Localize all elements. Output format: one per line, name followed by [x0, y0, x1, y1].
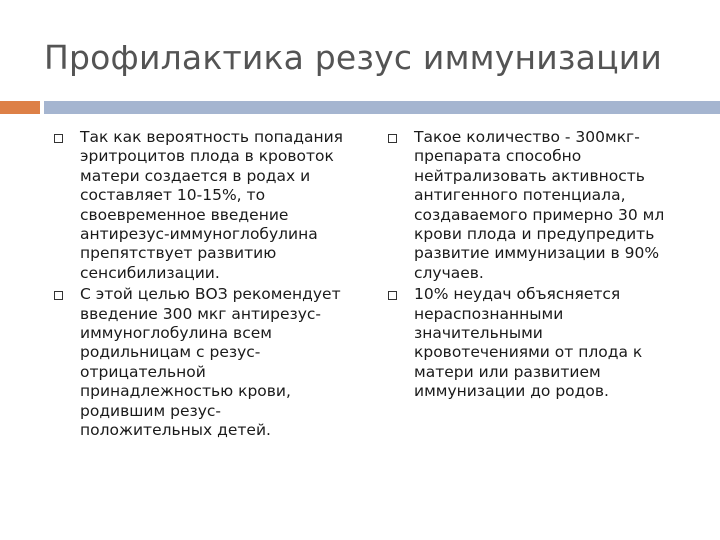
text-line: нераспознанными: [414, 304, 564, 323]
left-column: [54, 128, 364, 443]
square-bullet-icon: [388, 291, 397, 300]
text-line: иммунизации до родов.: [414, 382, 609, 401]
text-line: родильницам с резус-: [80, 343, 261, 362]
text-line: введение 300 мкг антирезус-: [80, 304, 322, 323]
text-line: отрицательной: [80, 362, 206, 381]
text-line: составляет 10-15%, то: [80, 186, 266, 205]
text-line: матери или развитием: [414, 362, 601, 381]
text-line: кровотечениями от плода к: [414, 343, 643, 362]
text-line: антирезус-иммуноглобулина: [80, 225, 318, 244]
text-line: родившим резус-: [80, 401, 222, 420]
square-bullet-icon: [388, 134, 397, 143]
text-line: принадлежностью крови,: [80, 382, 291, 401]
text-line: С этой целью ВОЗ рекомендует: [80, 285, 341, 304]
text-line: развитие иммунизации в 90%: [414, 244, 660, 263]
bullet-item: [54, 285, 364, 440]
square-bullet-icon: [54, 291, 63, 300]
text-line: положительных детей.: [80, 421, 271, 440]
accent-bar: [0, 101, 40, 114]
text-line: антигенного потенциала,: [414, 186, 626, 205]
text-line: Такое количество - 300мкг-: [414, 128, 640, 146]
text-line: иммуноглобулина всем: [80, 324, 272, 343]
slide-title: Профилактика резус иммунизации: [44, 38, 663, 77]
text-line: нейтрализовать активность: [414, 166, 645, 185]
square-bullet-icon: [54, 134, 63, 143]
bullet-item: [54, 128, 364, 283]
bullet-text: [414, 128, 688, 283]
text-line: препарата способно: [414, 147, 582, 166]
text-line: матери создается в родах и: [80, 166, 311, 185]
bullet-text: [80, 128, 364, 283]
text-line: создаваемого примерно 30 мл: [414, 205, 665, 224]
bullet-item: [388, 128, 688, 283]
text-line: своевременное введение: [80, 205, 289, 224]
bullet-text: [414, 285, 688, 401]
text-line: сенсибилизации.: [80, 263, 220, 282]
text-line: крови плода и предупредить: [414, 225, 655, 244]
title-rule-bar: [44, 101, 720, 114]
right-column: [388, 128, 688, 404]
text-line: 10% неудач объясняется: [414, 285, 621, 304]
text-line: значительными: [414, 324, 543, 343]
text-line: случаев.: [414, 263, 484, 282]
text-line: эритроцитов плода в кровоток: [80, 147, 334, 166]
text-line: препятствует развитию: [80, 244, 277, 263]
bullet-item: [388, 285, 688, 401]
bullet-text: [80, 285, 364, 440]
text-line: Так как вероятность попадания: [80, 128, 343, 146]
